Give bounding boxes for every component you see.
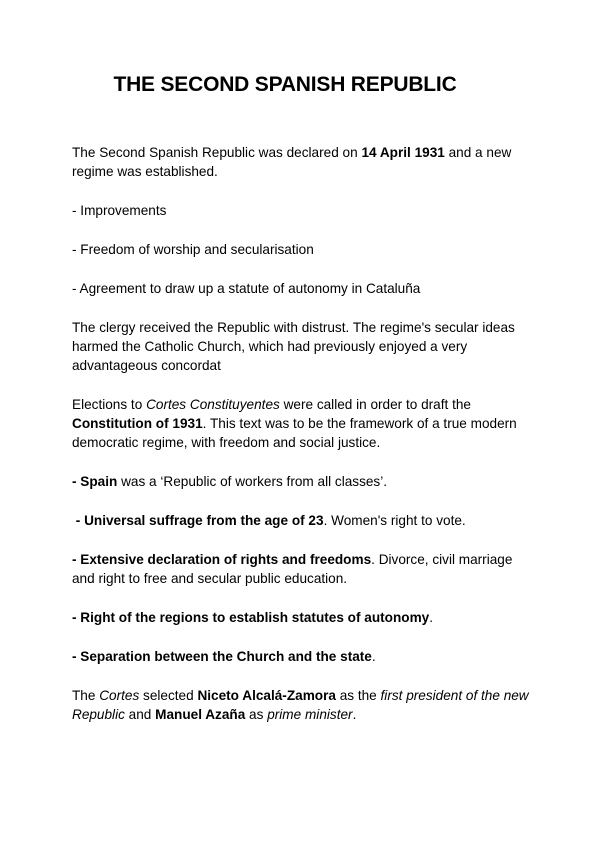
point-bold: - Right of the regions to establish statutes of autonomy — [72, 610, 430, 625]
list-item-freedom-of-worship: - Freedom of worship and secularisation — [72, 242, 314, 257]
point-text: . — [371, 649, 376, 664]
elections-text-after: . This text was to be the framework of a true modern democratic regime, with freedom and social justice. — [72, 416, 517, 450]
point-universal-suffrage — [72, 511, 532, 530]
point-text: . — [429, 610, 434, 625]
elections-text-middle: were called in order to draft the — [279, 397, 471, 412]
document-body — [72, 143, 532, 724]
list-item-statute-cataluna: - Agreement to draw up a statute of autonomy in Cataluña — [72, 281, 421, 296]
closing-text: as the — [335, 688, 381, 703]
intro-paragraph — [72, 143, 532, 181]
intro-text-before: The Second Spanish Republic was declared on — [72, 145, 362, 160]
cortes-italic: Cortes — [99, 688, 140, 703]
declaration-date: 14 April 1931 — [361, 145, 445, 160]
clergy-paragraph: The clergy received the Republic with distrust. The regime's secular ideas harmed the Catholic Church, which had previously enjoyed a very advantageous concordat — [72, 320, 515, 373]
point-bold: - Extensive declaration of rights and freedoms — [72, 552, 372, 567]
page-title: THE SECOND SPANISH REPUBLIC — [113, 73, 457, 96]
closing-text: selected — [139, 688, 198, 703]
point-spain-republic — [72, 472, 532, 491]
point-text: . Women's right to vote. — [323, 513, 466, 528]
closing-text: as — [245, 707, 268, 722]
president-name: Niceto Alcalá-Zamora — [197, 688, 336, 703]
prime-minister-name: Manuel Azaña — [155, 707, 246, 722]
closing-text: . — [352, 707, 357, 722]
cortes-constituyentes: Cortes Constituyentes — [146, 397, 280, 412]
closing-text: and — [124, 707, 156, 722]
point-bold: - Separation between the Church and the state — [72, 649, 372, 664]
point-regional-autonomy — [72, 608, 532, 627]
elections-text-before: Elections to — [72, 397, 147, 412]
point-rights-freedoms — [72, 550, 532, 588]
prime-minister-role: prime minister — [267, 707, 353, 722]
list-item-improvements: - Improvements — [72, 203, 167, 218]
closing-text: The — [72, 688, 100, 703]
point-church-state — [72, 647, 532, 666]
constitution-1931: Constitution of 1931 — [72, 416, 203, 431]
point-bold: - Universal suffrage from the age of 23 — [72, 513, 324, 528]
point-bold: - Spain — [72, 474, 118, 489]
point-text: was a ‘Republic of workers from all classes’. — [117, 474, 388, 489]
point-text: . Divorce, civil marriage and right to free and secular public education. — [72, 552, 513, 586]
president-role: first president of the new Republic — [72, 688, 529, 722]
intro-text-after: and a new regime was established. — [72, 145, 512, 179]
elections-paragraph — [72, 395, 532, 452]
closing-paragraph — [72, 686, 532, 724]
